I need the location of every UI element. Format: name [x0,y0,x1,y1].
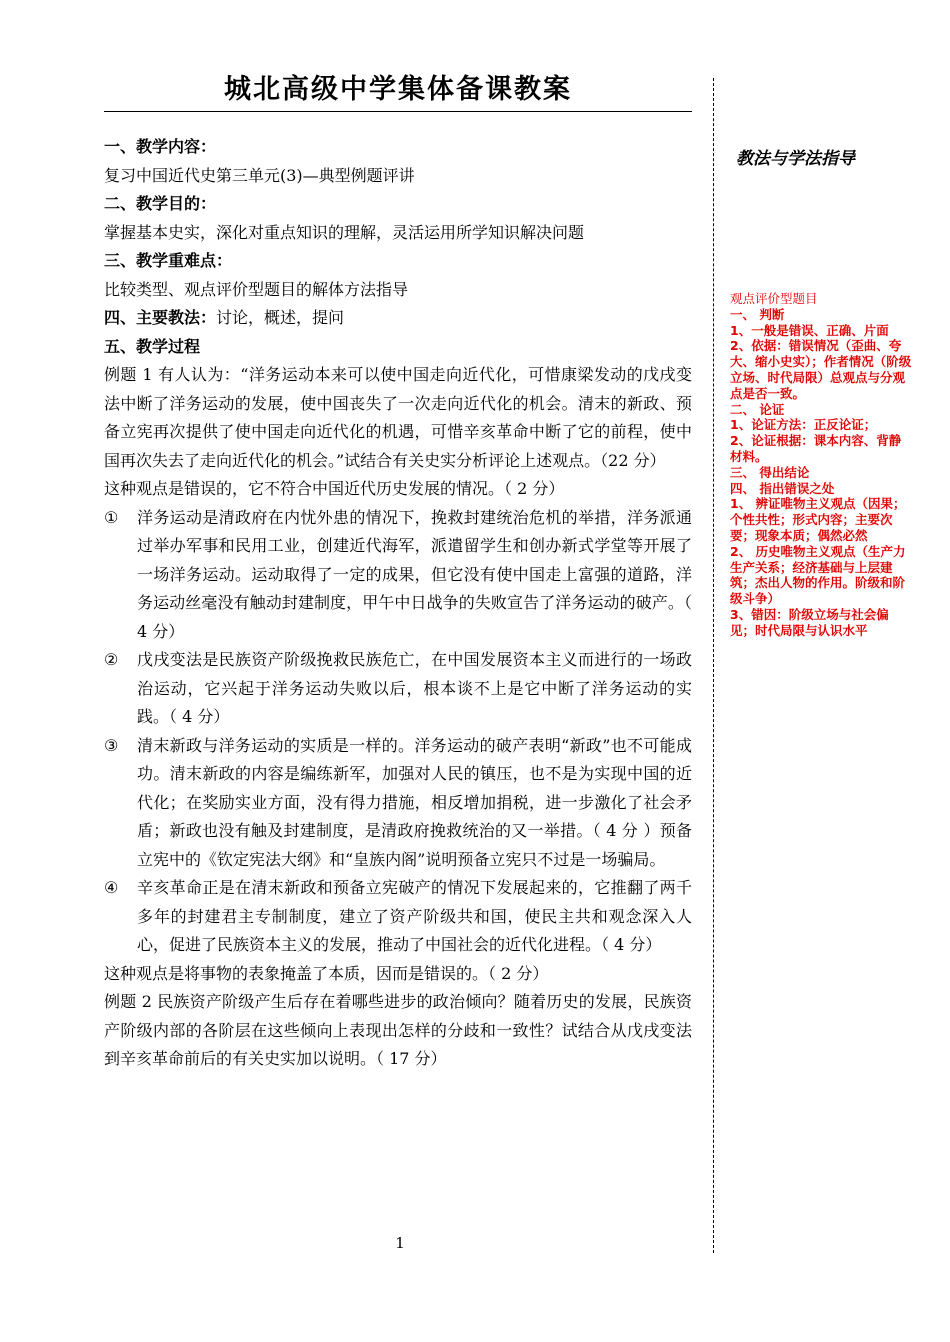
page-title: 城北高级中学集体备课教案 [224,74,572,105]
sidebar-note: 3、错因：阶级立场与社会偏见；时代局限与认识水平 [730,606,889,638]
lesson-body [104,133,692,1074]
section-4-text: 讨论，概述，提问 [216,308,345,327]
point-text: 戊戌变法是民族资产阶级挽救民族危亡，在中国发展资本主义而进行的一场政治运动，它兴起于洋务运动失败以后，根本谈不上是它中断了洋务运动的实践。（ 4 分） [137,650,692,726]
section-2-text: 掌握基本史实，深化对重点知识的理解，灵活运用所学知识解决问题 [104,222,585,242]
point-number: ④ [104,878,119,897]
example-1-intro: 这种观点是错误的，它不符合中国近代历史发展的情况。（ 2 分） [104,479,565,498]
example-1-point-4 [104,874,692,960]
example-2-question: 例题 2 民族资产阶级产生后存在着哪些进步的政治倾向？随着历史的发展，民族资产阶级内部的各阶层在这些倾向上表现出怎样的分歧和一致性？试结合从戊戌变法到辛亥革命前后的有关史实加以说明。（ 17 分） [104,992,692,1068]
section-5-heading: 五、教学过程 [104,336,201,356]
point-text: 洋务运动是清政府在内忧外患的情况下，挽救封建统治危机的举措，洋务派通过举办军事和民用工业，创建近代海军，派遣留学生和创办新式学堂等开展了一场洋务运动。运动取得了一定的成果，但它没有使中国走上富强的道路，洋务运动丝毫没有触动封建制度，甲午中日战争的失败宣告了洋务运动的破产。（ 4 分） [137,507,692,641]
sidebar-note: 一、 判断 [730,306,785,322]
section-1-text: 复习中国近代史第三单元(3)—典型例题评讲 [104,165,415,185]
sidebar-note: 二、 论证 [730,401,785,417]
sidebar-title: 教法与学法指导 [736,149,855,169]
point-text: 辛亥革命正是在清末新政和预备立宪破产的情况下发展起来的，它推翻了两千多年的封建君主专制制度，建立了资产阶级共和国，使民主共和观念深入人心，促进了民族资本主义的发展，推动了中国社会的近代化进程。（ 4 分） [137,878,692,954]
example-1-conclusion: 这种观点是将事物的表象掩盖了本质，因而是错误的。（ 2 分） [104,963,549,983]
section-1-heading: 一、教学内容： [104,137,217,156]
title-underline [104,111,692,112]
sidebar-note: 2、 历史唯物主义观点（生产力生产关系；经济基础与上层建筑；杰出人物的作用。阶级和阶级斗争） [730,543,906,607]
point-number: ③ [104,735,119,755]
section-2-heading: 二、教学目的： [104,194,217,213]
sidebar-note: 2、依据：错误情况（歪曲、夸大、缩小史实）；作者情况（阶级立场、时代局限）总观点与分观点是否一致。 [730,338,912,401]
sidebar-notes [730,291,912,639]
point-text: 清末新政与洋务运动的实质是一样的。洋务运动的破产表明“新政”也不可能成功。清末新政的内容是编练新军，加强对人民的镇压，也不是为实现中国的近代化；在奖励实业方面，没有得力措施，相反增加捐税，进一步激化了社会矛盾；新政也没有触及封建制度，是清政府挽救统治的又一举措。（ 4 分 ）预备立宪中的《钦定宪法大纲》和“皇族内阁”说明预备立宪只不过是一场骗局。 [137,735,692,869]
point-number: ① [104,507,119,527]
sidebar-note: 1、一般是错误、正确、片面 [730,322,889,338]
sidebar-note: 1、论证方法：正反论证； [730,417,877,433]
example-1-point-1 [104,504,692,647]
sidebar-note: 四、 指出错误之处 [730,480,835,496]
example-1-question: 例题 1 有人认为：“洋务运动本来可以使中国走向近代化，可惜康梁发动的戊戌变法中断了洋务运动的发展，使中国丧失了一次走向近代化的机会。清末的新政、预备立宪再次提供了使中国走向近代化的机遇，可惜辛亥革命中断了它的前程，使中国再次失去了走向近代化的机会。”试结合有关史实分析评论上述观点。（22 分） [104,365,692,470]
point-number: ② [104,650,119,669]
section-3-heading: 三、教学重难点： [104,251,233,270]
column-divider [713,78,714,1253]
sidebar-note: 1、 辨证唯物主义观点（因果；个性共性；形式内容；主要次要；现象本质；偶然必然 [730,496,906,543]
example-1-point-2 [104,646,692,732]
section-4 [104,304,692,333]
page-number: 1 [395,1234,405,1252]
sidebar-note: 三、 得出结论 [730,464,810,480]
sidebar-note: 2、论证根据：课本内容、背静材料。 [730,433,902,464]
page-header [104,70,692,110]
section-3-text: 比较类型、观点评价型题目的解体方法指导 [104,279,409,299]
example-1-point-3 [104,732,692,875]
section-4-heading: 四、主要教法： [104,308,217,327]
sidebar-note: 观点评价型题目 [730,291,818,306]
